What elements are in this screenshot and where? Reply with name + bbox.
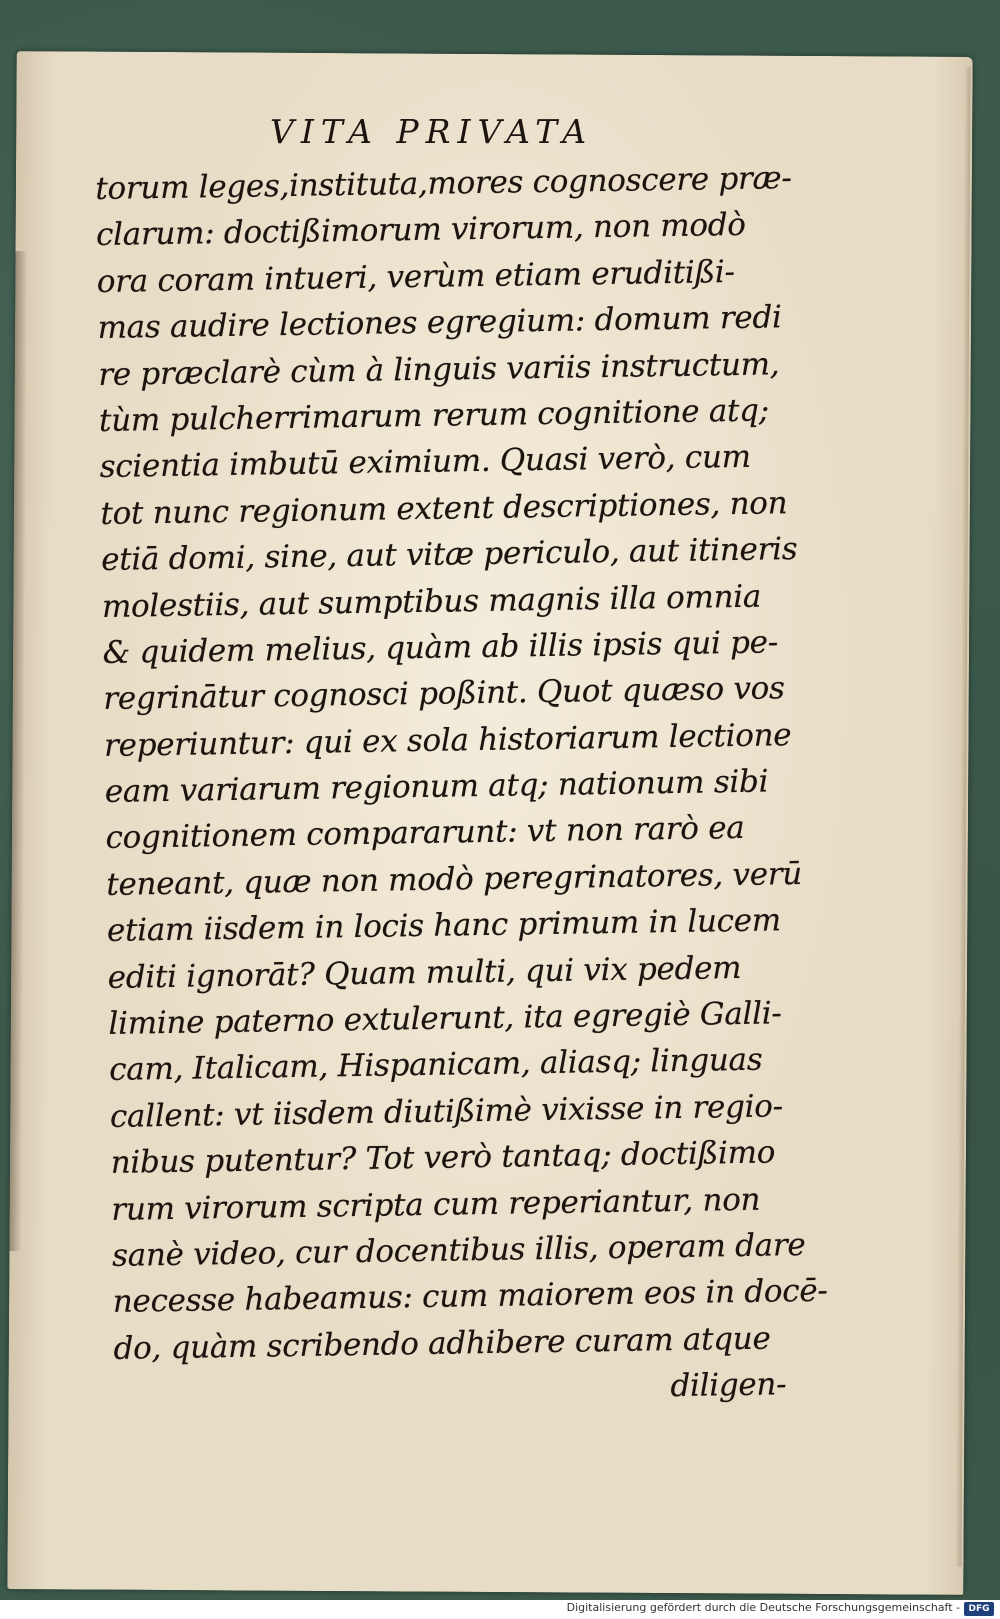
text-line: limine paterno extulerunt, ita egregiè Galli- — [108, 995, 782, 1042]
text-line: regrinātur cognosci poßint. Quot quæso vos — [103, 670, 785, 718]
text-line: necesse habeamus: cum maiorem eos in docē- — [112, 1273, 828, 1321]
text-line: tot nunc regionum extent descriptiones, non — [100, 484, 788, 532]
text-line: cognitionem compararunt: vt non rarò ea — [105, 810, 745, 857]
text-line: torum leges,instituta,mores cognoscere præ- — [95, 160, 792, 207]
text-line: eam variarum regionum atq; nationum sibi — [104, 763, 769, 810]
text-line: reperiuntur: qui ex sola historiarum lectione — [103, 716, 792, 764]
text-line: tùm pulcherrimarum rerum cognitione atq; — [98, 392, 770, 439]
body-text — [95, 155, 828, 1418]
text-line: clarum: doctißimorum virorum, non modò — [95, 207, 746, 254]
text-line: rum virorum scripta cum reperiantur, non — [111, 1181, 761, 1228]
text-line: etiā domi, sine, aut vitæ periculo, aut itineris — [100, 531, 798, 579]
text-line: cam, Italicam, Hispanicam, aliasq; linguas — [108, 1042, 763, 1089]
text-line: nibus putentur? Tot verò tantaq; doctißimo — [110, 1134, 776, 1182]
text-line: etiam iisdem in locis hanc primum in lucem — [106, 902, 782, 950]
text-line: & quidem melius, quàm ab illis ipsis qui pe- — [102, 624, 779, 671]
text-line: callent: vt iisdem diutißimè vixisse in regio- — [109, 1088, 784, 1135]
text-line: mas audire lectiones egregium: domum redi — [97, 299, 782, 347]
text-line: teneant, quæ non modò peregrinatores, verū — [106, 855, 803, 903]
text-line: do, quàm scribendo adhibere curam atque — [113, 1320, 771, 1367]
text-line: ora coram intueri, verùm etiam eruditißi- — [96, 253, 735, 300]
digitization-credit: Digitalisierung gefördert durch die Deutsche Forschungsgemeinschaft - — [566, 1601, 960, 1614]
catchword: diligen- — [670, 1366, 787, 1405]
text-line: scientia imbutū eximium. Quasi verò, cum — [99, 439, 751, 486]
text-line: editi ignorāt? Quam multi, qui vix pedem — [107, 949, 742, 996]
text-line: sanè video, cur docentibus illis, operam dare — [111, 1226, 806, 1274]
dfg-logo: DFG — [964, 1602, 994, 1616]
running-title: VITA PRIVATA — [270, 112, 594, 151]
text-line: molestiis, aut sumptibus magnis illa omnia — [101, 578, 762, 625]
text-line: re præclarè cùm à linguis variis instructum, — [97, 345, 780, 393]
